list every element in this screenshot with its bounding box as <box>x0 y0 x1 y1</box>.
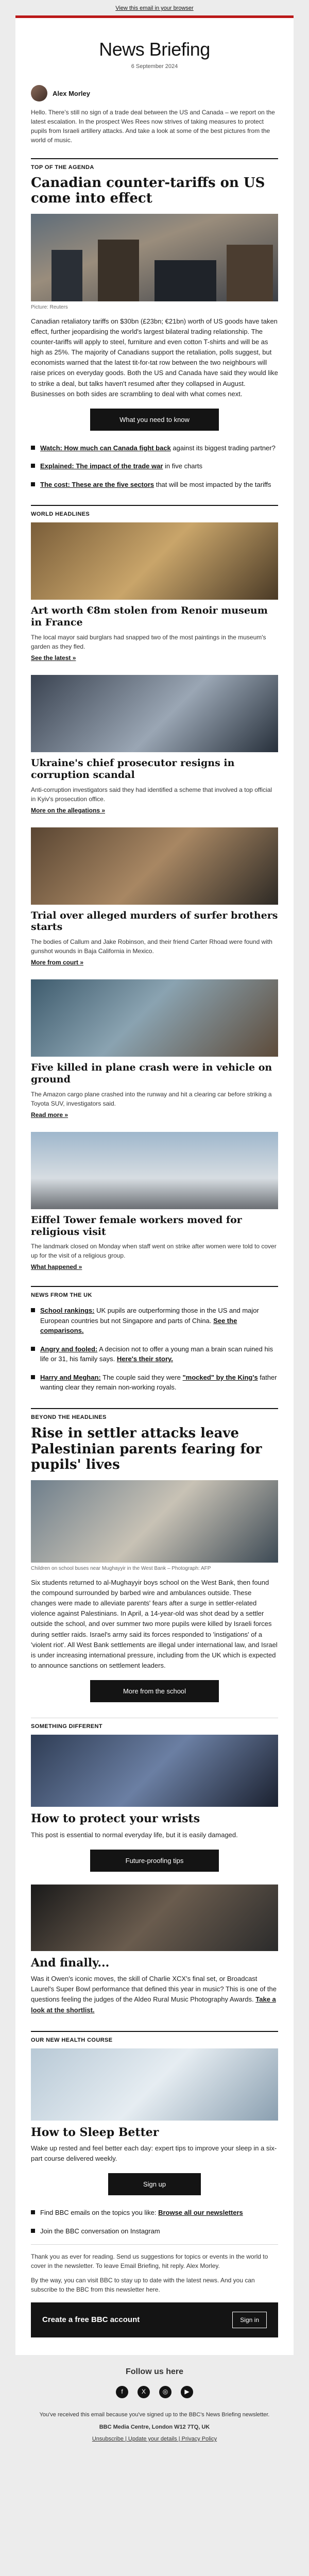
list-item[interactable] <box>31 2226 278 2236</box>
bullet-icon <box>31 2210 35 2214</box>
port-cranes-graphic <box>31 214 278 301</box>
finally-link[interactable]: Take a look at the shortlist. <box>31 1995 276 2014</box>
bullet-text: UK pupils are outperforming those in the US and major European countries but not Singapore and parts of China. <box>40 1307 259 1325</box>
beyond-caption: Children on school buses near Mughayyir in the West Bank – Photograph: AFP <box>31 1565 211 1571</box>
finally-headline: And finally... <box>31 1956 110 1970</box>
x-icon[interactable]: X <box>138 2386 150 2398</box>
bullet-link[interactable]: Watch: How much can Canada fight back <box>40 444 171 452</box>
list-item <box>31 1344 278 1364</box>
agenda-headline[interactable]: Canadian counter-tariffs on US come into effect <box>31 175 265 206</box>
story-headline[interactable]: Trial over alleged murders of surfer brothers starts <box>31 909 278 933</box>
newsletter-date: 6 September 2024 <box>131 63 178 70</box>
bullet-link[interactable]: "mocked" by the King's <box>182 1373 258 1381</box>
world-story <box>31 522 278 662</box>
intro-text: Hello. There’s still no sign of a trade deal between the US and Canada – we report on the latest escalation. In the prospect Wes Rees now strives of taking measures to protect pupils from Israeli artillery attacks. And take a look at some of the best pictures from the world of music. <box>31 109 275 144</box>
bullet-text: father wanting clear they remain non-working royals. <box>40 1373 277 1392</box>
brighter-image <box>31 1735 278 1807</box>
bullet-icon <box>31 1308 35 1312</box>
story-link[interactable]: More on the allegations » <box>31 806 106 814</box>
health-text: Wake up rested and feel better each day: expert tips to improve your sleep in a six-part course delivered weekly. <box>31 2144 277 2163</box>
list-item[interactable] <box>31 461 278 471</box>
world-story <box>31 1132 278 1271</box>
story-headline[interactable]: Five killed in plane crash were in vehicle on ground <box>31 1062 272 1085</box>
footer <box>0 2355 309 2459</box>
bullet-text: Find BBC emails on the topics you like: <box>40 2209 159 2217</box>
story-link[interactable]: Read more » <box>31 1111 68 1118</box>
bullet-text: that will be most impacted by the tariffs <box>154 480 271 488</box>
brighter-text: This post is essential to normal everyday life, but it is easily damaged. <box>31 1831 238 1839</box>
agenda-caption: Picture: Reuters <box>31 304 68 310</box>
bullet-link[interactable]: The cost: These are the five sectors <box>40 480 154 488</box>
story-image <box>31 675 278 752</box>
story-image <box>31 979 278 1057</box>
story-text: The bodies of Callum and Jake Robinson, and their friend Carter Rhoad were found with gunshot wounds in Baja California in Mexico. <box>31 938 272 955</box>
instagram-icon[interactable]: ◎ <box>159 2386 171 2398</box>
finally-image <box>31 1884 278 1951</box>
bullet-icon <box>31 482 35 486</box>
youtube-icon[interactable]: ▶ <box>181 2386 193 2398</box>
agenda-image <box>31 214 278 301</box>
health-bullets <box>31 2208 278 2236</box>
social-links <box>15 2386 294 2398</box>
footer-line: BBC Media Centre, London W12 7TQ, UK <box>99 2424 210 2430</box>
bullet-lead: Harry and Meghan: <box>40 1373 101 1381</box>
masthead <box>31 18 278 74</box>
bullet-lead: School rankings: <box>40 1307 95 1315</box>
world-story <box>31 979 278 1118</box>
bullet-link[interactable]: See the comparisons. <box>40 1316 237 1335</box>
promo-text: Create a free BBC account <box>42 2315 140 2324</box>
promo-signin-button[interactable]: Sign in <box>232 2312 267 2328</box>
bullet-text: against its biggest trading partner? <box>170 444 276 452</box>
follow-heading: Follow us here <box>125 2367 183 2377</box>
bullet-link[interactable]: Explained: The impact of the trade war <box>40 462 163 470</box>
story-text: Anti-corruption investigators said they had identified a scheme that involved a top official in Kyiv's prosecution office. <box>31 786 272 803</box>
agenda-label: TOP OF THE AGENDA <box>31 158 278 171</box>
bullet-icon <box>31 446 35 450</box>
beyond-image <box>31 1480 278 1563</box>
signoff-text-2: By the way, you can visit BBC to stay up to date with the latest news. And you can subscribe to the BBC from this newsletter here. <box>31 2277 255 2294</box>
world-story <box>31 675 278 814</box>
footer-line: You've received this email because you've signed up to the BBC's News Briefing newsletter. <box>39 2411 270 2418</box>
health-label: OUR NEW HEALTH COURSE <box>31 2031 278 2043</box>
brighter-label: SOMETHING DIFFERENT <box>31 1718 278 1730</box>
bullet-link[interactable]: Here's their story. <box>116 1355 173 1363</box>
uk-label: NEWS FROM THE UK <box>31 1286 278 1298</box>
story-headline[interactable]: Eiffel Tower female workers moved for religious visit <box>31 1214 242 1238</box>
email-card <box>15 15 294 2355</box>
story-link[interactable]: More from court » <box>31 959 84 967</box>
footer-links[interactable]: Unsubscribe | Update your details | Privacy Policy <box>92 2436 217 2443</box>
author-block <box>31 85 278 101</box>
story-headline[interactable]: Art worth €8m stolen from Renoir museum in France <box>31 605 268 629</box>
author-name: Alex Morley <box>53 89 90 97</box>
bullet-text: A decision not to offer a young man a brain scan ruined his life or 31, his family says. <box>40 1345 273 1363</box>
world-story <box>31 827 278 967</box>
newsletter-title: News Briefing <box>99 39 210 60</box>
bullet-icon <box>31 1347 35 1351</box>
facebook-icon[interactable]: f <box>116 2386 128 2398</box>
signoff-text: Thank you as ever for reading. Send us suggestions for topics or events in the world to cover in the newsletter. To leave Email Briefing, hit reply. Alex Morley. <box>31 2253 268 2270</box>
health-signup-button[interactable]: Sign up <box>108 2173 201 2195</box>
beyond-label: BEYOND THE HEADLINES <box>31 1408 278 1420</box>
bullet-icon <box>31 1375 35 1379</box>
beyond-body: Six students returned to al-Mughayyir boys school on the West Bank, then found the compound surrounded by barbed wire and ambulances outside. These changes were made to alleviate parents' fears after a surge in settler-related violence against Palestinians. In April, a 14-year-old was shot dead by a settler outside the school, and over summer two more pupils were killed by Israeli forces during settler raids. Israel's army said its forces responded to 'instigations' of a 'violent riot'. All West Bank settlements are illegal under international law, and Israel is under increasing international pressure, including from the UK which is expected to announce sanctions on settlement leaders. <box>31 1578 278 1670</box>
bullet-text: in five charts <box>163 462 202 470</box>
list-item <box>31 1372 278 1393</box>
list-item <box>31 2208 278 2218</box>
health-image <box>31 2048 278 2121</box>
beyond-headline[interactable]: Rise in settler attacks leave Palestinian parents fearing for pupils' lives <box>31 1425 262 1473</box>
bullet-text: The couple said they were <box>100 1373 183 1381</box>
story-text: The local mayor said burglars had snapped two of the most paintings in the museum's garden as they fled. <box>31 634 266 650</box>
brighter-headline[interactable]: How to protect your wrists <box>31 1812 200 1826</box>
finally-text: Was it Owen's iconic moves, the skill of Charlie XCX's final set, or Broadcast Laurel's Super Bowl performance that defined this year in music? This is one of the questions feeling the judges of the Aldeo Rural Music Photography Awards. <box>31 1975 277 2004</box>
story-link[interactable]: What happened » <box>31 1263 82 1271</box>
story-image <box>31 522 278 600</box>
list-item[interactable] <box>31 480 278 490</box>
health-headline[interactable]: How to Sleep Better <box>31 2125 159 2139</box>
signoff-block <box>31 2244 278 2294</box>
list-item[interactable] <box>31 443 278 453</box>
beyond-cta-button[interactable]: More from the school <box>90 1680 219 1702</box>
avatar <box>31 85 47 101</box>
agenda-body: Canadian retaliatory tariffs on $30bn (£23bn; €21bn) worth of US goods have taken effect, further jeopardising the world's largest bilateral trading relationship. The counter-tariffs will apply to steel, furniture and even cotton T-shirts and will be as high as 25%. The majority of Canadians support the retaliation, polls suggest, but economists warned that the latest tit-for-tat row between the two neighbours will raise prices on everyday goods. Both the US and Canada have said they would like to strike a deal, but talks haven't resumed after they collapsed in August. Businesses on both sides are scrambling to deal with what comes next. <box>31 317 278 398</box>
uk-bullets <box>31 1306 278 1393</box>
brighter-cta-button[interactable]: Future-proofing tips <box>90 1850 219 1872</box>
list-item <box>31 1306 278 1336</box>
view-in-browser-link[interactable]: View this email in your browser <box>115 5 194 11</box>
world-label: WORLD HEADLINES <box>31 505 278 517</box>
bullet-icon <box>31 464 35 468</box>
bullet-text[interactable]: Join the BBC conversation on Instagram <box>40 2227 160 2235</box>
bullet-icon <box>31 2229 35 2233</box>
story-headline[interactable]: Ukraine's chief prosecutor resigns in corruption scandal <box>31 757 235 781</box>
account-promo <box>31 2302 278 2337</box>
agenda-cta-button[interactable]: What you need to know <box>90 409 219 431</box>
story-link[interactable]: See the latest » <box>31 654 76 662</box>
bullet-lead: Angry and fooled: <box>40 1345 98 1353</box>
story-text: The landmark closed on Monday when staff went on strike after women were told to cover up for the visit of a religious group. <box>31 1243 277 1260</box>
story-image <box>31 1132 278 1209</box>
bullet-link[interactable]: Browse all our newsletters <box>158 2209 243 2217</box>
agenda-bullets <box>31 443 278 490</box>
story-image <box>31 827 278 905</box>
story-text: The Amazon cargo plane crashed into the runway and hit a clearing car before striking a Toyota SUV, investigators said. <box>31 1090 272 1107</box>
